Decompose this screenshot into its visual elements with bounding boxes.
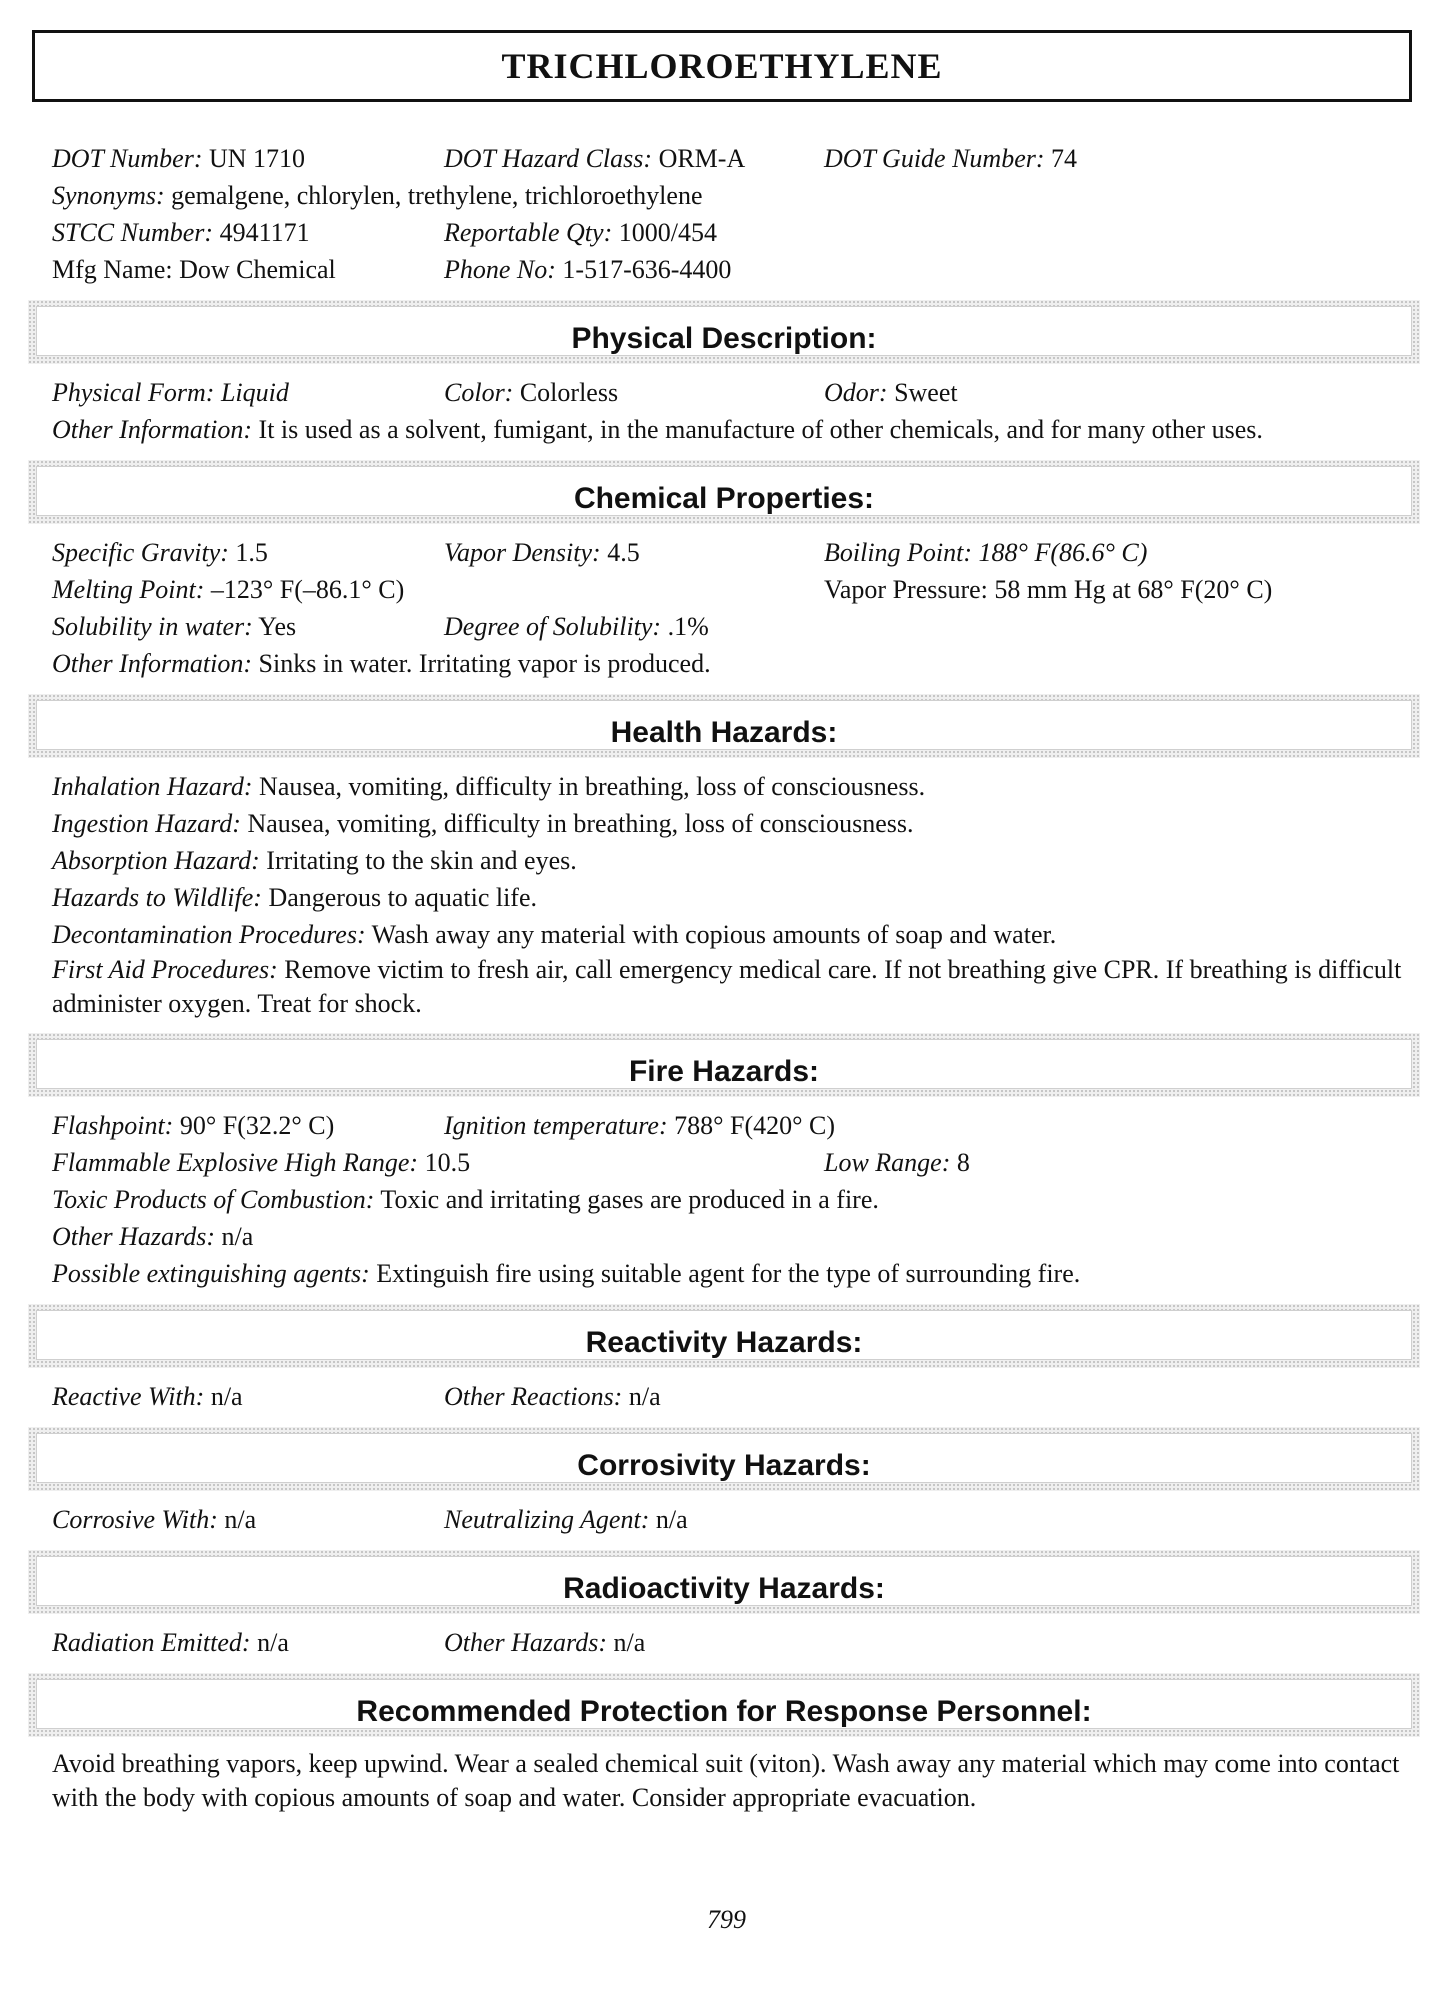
chemical-other-field: Other Information: Sinks in water. Irritating vapor is produced. bbox=[52, 649, 711, 678]
corrosive-with-field: Corrosive With: n/a bbox=[52, 1505, 257, 1534]
other-hazards-field: Other Hazards: n/a bbox=[52, 1222, 254, 1251]
section-header-chemical: Chemical Properties: bbox=[28, 460, 1420, 524]
dot-hazard-class-field: DOT Hazard Class: ORM-A bbox=[444, 144, 746, 173]
synonyms-field: Synonyms: gemalgene, chlorylen, trethylene, trichloroethylene bbox=[52, 181, 703, 210]
high-range-field: Flammable Explosive High Range: 10.5 bbox=[52, 1148, 471, 1177]
radio-other-hazards-field: Other Hazards: n/a bbox=[444, 1628, 646, 1657]
solubility-field: Solubility in water: Yes bbox=[52, 612, 297, 641]
phone-no-field: Phone No: 1-517-636-4400 bbox=[444, 255, 732, 284]
odor-field: Odor: Sweet bbox=[824, 378, 958, 407]
chemical-row-3 bbox=[52, 608, 1412, 645]
reportable-qty-field: Reportable Qty: 1000/454 bbox=[444, 218, 717, 247]
section-header-radioactivity: Radioactivity Hazards: bbox=[28, 1550, 1420, 1614]
content bbox=[52, 140, 1412, 1815]
melting-point-field: Melting Point: –123° F(–86.1° C) bbox=[52, 575, 405, 604]
inhalation-field: Inhalation Hazard: Nausea, vomiting, difficulty in breathing, loss of consciousness. bbox=[52, 772, 926, 801]
chemical-row-1 bbox=[52, 534, 1412, 571]
section-header-reactivity: Reactivity Hazards: bbox=[28, 1304, 1420, 1368]
vapor-pressure-field: Vapor Pressure: 58 mm Hg at 68° F(20° C) bbox=[824, 575, 1273, 604]
degree-solubility-field: Degree of Solubility: .1% bbox=[444, 612, 709, 641]
id-row-2 bbox=[52, 177, 1412, 214]
ignition-field: Ignition temperature: 788° F(420° C) bbox=[444, 1111, 836, 1140]
chemical-row-2 bbox=[52, 571, 1412, 608]
fire-row-2 bbox=[52, 1144, 1412, 1181]
radioactivity-row bbox=[52, 1624, 1412, 1661]
wildlife-field: Hazards to Wildlife: Dangerous to aquatic life. bbox=[52, 883, 538, 912]
section-header-fire: Fire Hazards: bbox=[28, 1033, 1420, 1097]
reactive-with-field: Reactive With: n/a bbox=[52, 1382, 243, 1411]
boiling-point-field: Boiling Point: 188° F(86.6° C) bbox=[824, 538, 1148, 567]
toxic-products-field: Toxic Products of Combustion: Toxic and irritating gases are produced in a fire. bbox=[52, 1185, 879, 1214]
first-aid-field: First Aid Procedures: Remove victim to fresh air, call emergency medical care. If not breathing give CPR. If breathing is difficult administer oxygen. Treat for shock. bbox=[52, 955, 1402, 1018]
ingestion-field: Ingestion Hazard: Nausea, vomiting, difficulty in breathing, loss of consciousness. bbox=[52, 809, 914, 838]
extinguishing-field: Possible extinguishing agents: Extinguish fire using suitable agent for the type of surrounding fire. bbox=[52, 1259, 1081, 1288]
page-title: TRICHLOROETHYLENE bbox=[32, 30, 1412, 102]
physical-row-1 bbox=[52, 374, 1412, 411]
dot-guide-number-field: DOT Guide Number: 74 bbox=[824, 144, 1078, 173]
section-header-health: Health Hazards: bbox=[28, 694, 1420, 758]
physical-other-field: Other Information: It is used as a solvent, fumigant, in the manufacture of other chemicals, and for many other uses. bbox=[52, 415, 1263, 444]
physical-form-field: Physical Form: Liquid bbox=[52, 378, 289, 407]
specific-gravity-field: Specific Gravity: 1.5 bbox=[52, 538, 268, 567]
neutralizing-agent-field: Neutralizing Agent: n/a bbox=[444, 1505, 688, 1534]
reactivity-row bbox=[52, 1378, 1412, 1415]
absorption-field: Absorption Hazard: Irritating to the skin and eyes. bbox=[52, 846, 577, 875]
page-number: 799 bbox=[707, 1905, 746, 1934]
id-row-4 bbox=[52, 251, 1412, 288]
section-header-protection: Recommended Protection for Response Personnel: bbox=[28, 1673, 1420, 1737]
stcc-number-field: STCC Number: 4941171 bbox=[52, 218, 310, 247]
id-row-3 bbox=[52, 214, 1412, 251]
corrosivity-row bbox=[52, 1501, 1412, 1538]
section-header-corrosivity: Corrosivity Hazards: bbox=[28, 1427, 1420, 1491]
vapor-density-field: Vapor Density: 4.5 bbox=[444, 538, 640, 567]
decontamination-field: Decontamination Procedures: Wash away any material with copious amounts of soap and water. bbox=[52, 920, 1057, 949]
low-range-field: Low Range: 8 bbox=[824, 1148, 970, 1177]
flashpoint-field: Flashpoint: 90° F(32.2° C) bbox=[52, 1111, 335, 1140]
other-reactions-field: Other Reactions: n/a bbox=[444, 1382, 661, 1411]
protection-text: Avoid breathing vapors, keep upwind. Wear a sealed chemical suit (viton). Wash away any material which may come into contact with the body with copious amounts of soap and water. Consider appropriate evacuation. bbox=[52, 1749, 1400, 1812]
section-header-physical: Physical Description: bbox=[28, 300, 1420, 364]
dot-number-field: DOT Number: UN 1710 bbox=[52, 144, 306, 173]
id-row-1 bbox=[52, 140, 1412, 177]
mfg-name-field: Mfg Name: Dow Chemical bbox=[52, 255, 336, 284]
fire-row-1 bbox=[52, 1107, 1412, 1144]
radiation-emitted-field: Radiation Emitted: n/a bbox=[52, 1628, 289, 1657]
color-field: Color: Colorless bbox=[444, 378, 619, 407]
